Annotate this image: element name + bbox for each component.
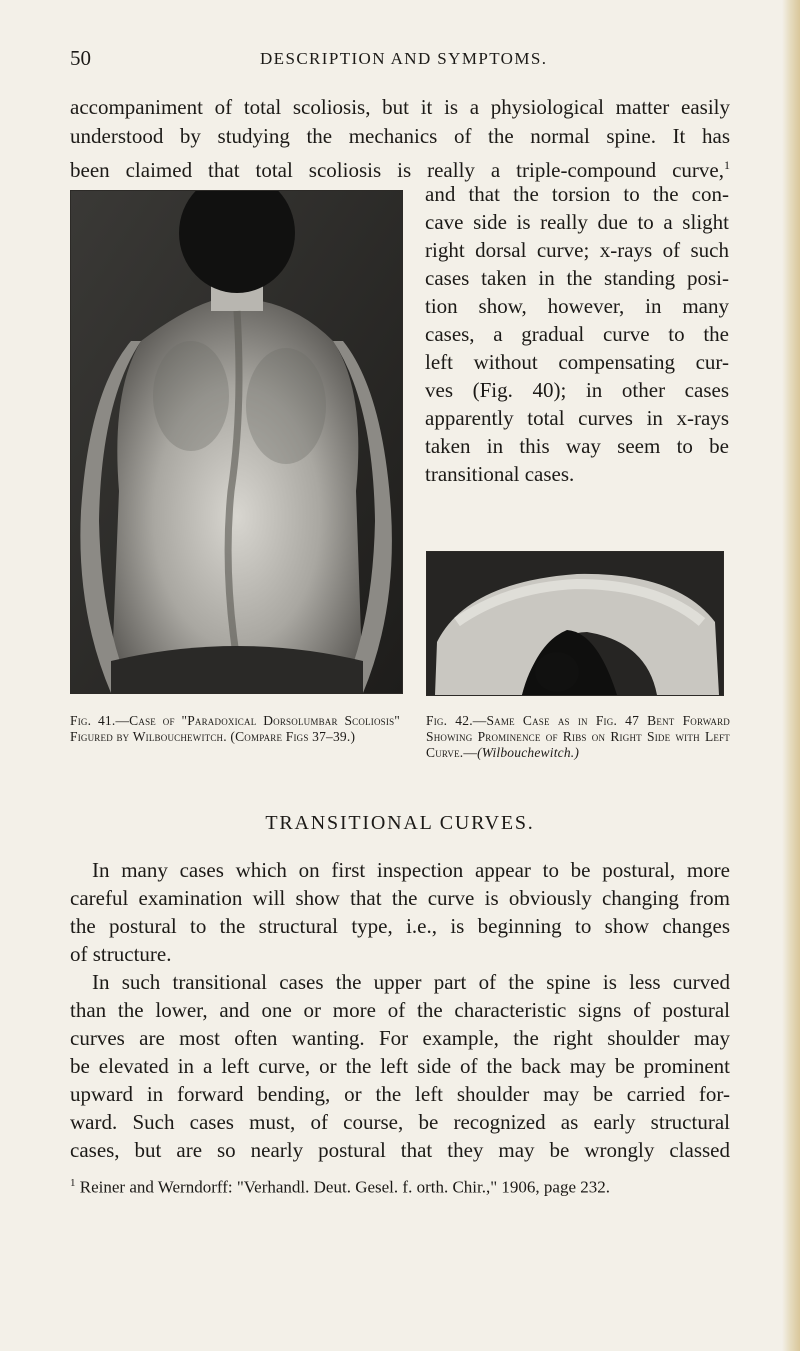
body-line: understood by studying the mechanics of the normal spine. It has	[70, 124, 730, 148]
figure-42-photo	[426, 551, 724, 696]
section-heading: TRANSITIONAL CURVES.	[265, 812, 535, 834]
body-line: careful examination will show that the curve is obviously changing from	[70, 886, 730, 910]
body-line: be elevated in a left curve, or the left side of the back may be prominent	[70, 1054, 730, 1078]
body-line: right dorsal curve; x-rays of such	[425, 238, 729, 262]
body-line: In such transitional cases the upper part of the spine is less curved	[92, 970, 730, 994]
figure-41-photo	[70, 190, 403, 694]
body-line: transitional cases.	[425, 462, 575, 486]
body-line: cases taken in the standing posi-	[425, 266, 729, 290]
body-line: upward in forward bending, or the left shoulder may be carried for-	[70, 1082, 730, 1106]
footnote	[70, 1172, 730, 1199]
body-line: cases, but are so nearly postural that they may be wrongly classed	[70, 1138, 730, 1162]
running-head	[70, 46, 730, 72]
body-line: ward. Such cases must, of course, be recognized as early structural	[70, 1110, 730, 1134]
figure-42-credit: (Wilbouchewitch.)	[477, 745, 580, 760]
page-edge	[782, 0, 800, 1351]
body-line: taken in this way seem to be	[425, 434, 729, 458]
bent-forward-photograph	[427, 552, 723, 695]
body-line: apparently total curves in x-rays	[425, 406, 729, 430]
footnote-marker: 1	[70, 1177, 76, 1189]
footnote-reference[interactable]: 1	[724, 158, 730, 172]
body-line: and that the torsion to the con-	[425, 182, 729, 206]
running-title: DESCRIPTION AND SYMPTOMS.	[260, 49, 548, 68]
body-line: cases, a gradual curve to the	[425, 322, 729, 346]
body-line: been claimed that total scoliosis is really a triple-compound curve,$^1$	[70, 158, 730, 182]
body-line: cave side is really due to a slight	[425, 210, 729, 234]
body-line: of structure.	[70, 942, 172, 966]
back-photograph	[71, 191, 402, 693]
figure-42-caption: Fig. 42.—Same Case as in Fig. 47 Bent Forward Showing Prominence of Ribs on Right Side with Left Curve.—(Wilbouchewitch.)	[426, 713, 730, 760]
body-line: curves are most often wanting. For example, the right shoulder may	[70, 1026, 730, 1050]
body-line: tion show, however, in many	[425, 294, 729, 318]
body-line: than the lower, and one or more of the characteristic signs of postural	[70, 998, 730, 1022]
body-line: In many cases which on first inspection appear to be postural, more	[92, 858, 730, 882]
body-line: the postural to the structural type, i.e., is beginning to show changes	[70, 914, 730, 938]
body-line: left without compensating cur-	[425, 350, 729, 374]
footnote-text: Reiner and Werndorff: "Verhandl. Deut. Gesel. f. orth. Chir.," 1906, page 232.	[79, 1177, 611, 1197]
page-number: 50	[70, 46, 91, 70]
body-line: accompaniment of total scoliosis, but it is a physiological matter easily	[70, 95, 730, 119]
body-line: ves (Fig. 40); in other cases	[425, 378, 729, 402]
figure-41-caption: Fig. 41.—Case of "Paradoxical Dorsolumbar Scoliosis" Figured by Wilbouchewitch. (Compare Figs 37–39.)	[70, 713, 400, 744]
